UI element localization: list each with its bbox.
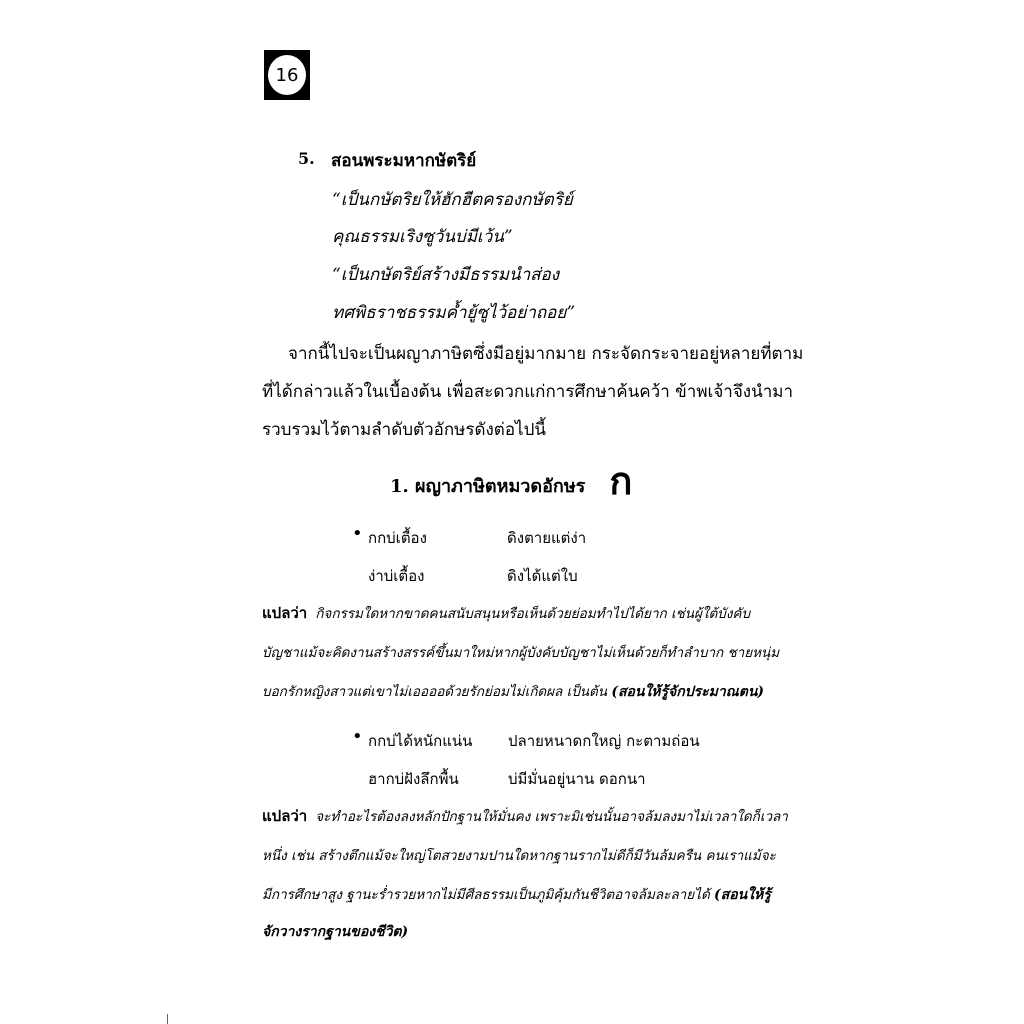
intro-line: จากนี้ไปจะเป็นผญาภาษิตซึ่งมีอยู่มากมาย กระจัดกระจายอยู่หลายที่ตาม: [288, 344, 804, 364]
proverb-line-left: กกบ่เตื้อง: [368, 529, 427, 547]
meaning-line: [262, 921, 408, 943]
proverb-line-left: กกบ่ได้หนักแน่น: [368, 732, 473, 750]
page-number-badge: [264, 50, 310, 100]
meaning-label: แปลว่า: [262, 604, 308, 622]
proverb-line-right: บ่มีมั่นอยู่นาน ดอกนา: [508, 770, 646, 788]
moral-text: (สอนให้รู้: [714, 887, 771, 903]
category-heading: [390, 459, 633, 504]
meaning-line: หนึ่ง เช่น สร้างตึกแม้จะใหญ่โตสวยงามปานใดหากฐานรากไม่ดีก็มีวันล้มครืน คนเราแม้จะ: [262, 848, 776, 864]
meaning-label: แปลว่า: [262, 807, 308, 825]
meaning-line: บัญชาแม้จะคิดงานสร้างสรรค์ขึ้นมาใหม่หากผู้บังคับบัญชาไม่เห็นด้วยก็ทำลำบาก ชายหนุ่ม: [262, 645, 780, 661]
moral-text: (สอนให้รู้จักประมาณตน): [611, 684, 765, 700]
proverb-line-right: ดิงได้แต่ใบ: [507, 567, 578, 585]
proverb-line-left: ฮากบ่ฝังลึกพื้น: [368, 770, 459, 788]
intro-line: ที่ได้กล่าวแล้วในเบื้องต้น เพื่อสะดวกแก่การศึกษาค้นคว้า ข้าพเจ้าจึงนำมา: [262, 382, 794, 402]
meaning-line: [262, 601, 750, 625]
page-number: 16: [268, 55, 306, 95]
category-heading-text: 1. ผญาภาษิตหมวดอักษร: [390, 475, 586, 497]
meaning-text: บอกรักหญิงสาวแต่เขาไม่เออออด้วยรักย่อมไม่เกิดผล เป็นต้น: [262, 684, 608, 700]
meaning-text: มีการศึกษาสูง ฐานะร่ำรวยหากไม่มีศีลธรรมเป็นภูมิคุ้มกันชีวิตอาจล้มละลายได้: [262, 887, 710, 903]
proverb-line-right: ดิงตายแต่ง่า: [507, 529, 587, 547]
proverb-line-right: ปลายหนาดกใหญ่ กะตามถ่อน: [508, 732, 700, 750]
moral-text: จักวางรากฐานของชีวิต): [262, 924, 409, 940]
poem-line: คุณธรรมเริงซูวันบ่มีเว้น”: [332, 227, 513, 247]
meaning-line: [262, 883, 771, 906]
poem-line: ทศพิธราชธรรมค้ำยู้ซูไว้อย่าถอย”: [332, 303, 576, 323]
proverb-line-left: ง่าบ่เตื้อง: [368, 567, 425, 585]
scan-mark: [167, 1014, 168, 1024]
meaning-line: [262, 680, 764, 703]
category-letter: ก: [609, 459, 633, 503]
poem-line: “เป็นกษัตริยให้ฮักฮีตครองกษัตริย์: [332, 190, 573, 210]
bullet-icon: •: [352, 726, 363, 747]
poem-line: “เป็นกษัตริย์สร้างมีธรรมนำส่อง: [332, 265, 560, 285]
meaning-text: กิจกรรมใดหากขาดคนสนับสนุนหรือเห็นด้วยย่อมทำไปได้ยาก เช่นผู้ใต้บังคับ: [315, 606, 751, 622]
meaning-text: จะทำอะไรต้องลงหลักปักฐานให้มั่นคง เพราะมิเช่นนั้นอาจล้มลงมาไม่เวลาใดก็เวลา: [315, 809, 788, 825]
section-number: 5.: [298, 149, 315, 168]
meaning-line: [262, 804, 788, 828]
bullet-icon: •: [352, 523, 363, 544]
intro-line: รวบรวมไว้ตามลำดับตัวอักษรดังต่อไปนี้: [262, 420, 547, 440]
section-title: สอนพระมหากษัตริย์: [331, 151, 477, 171]
